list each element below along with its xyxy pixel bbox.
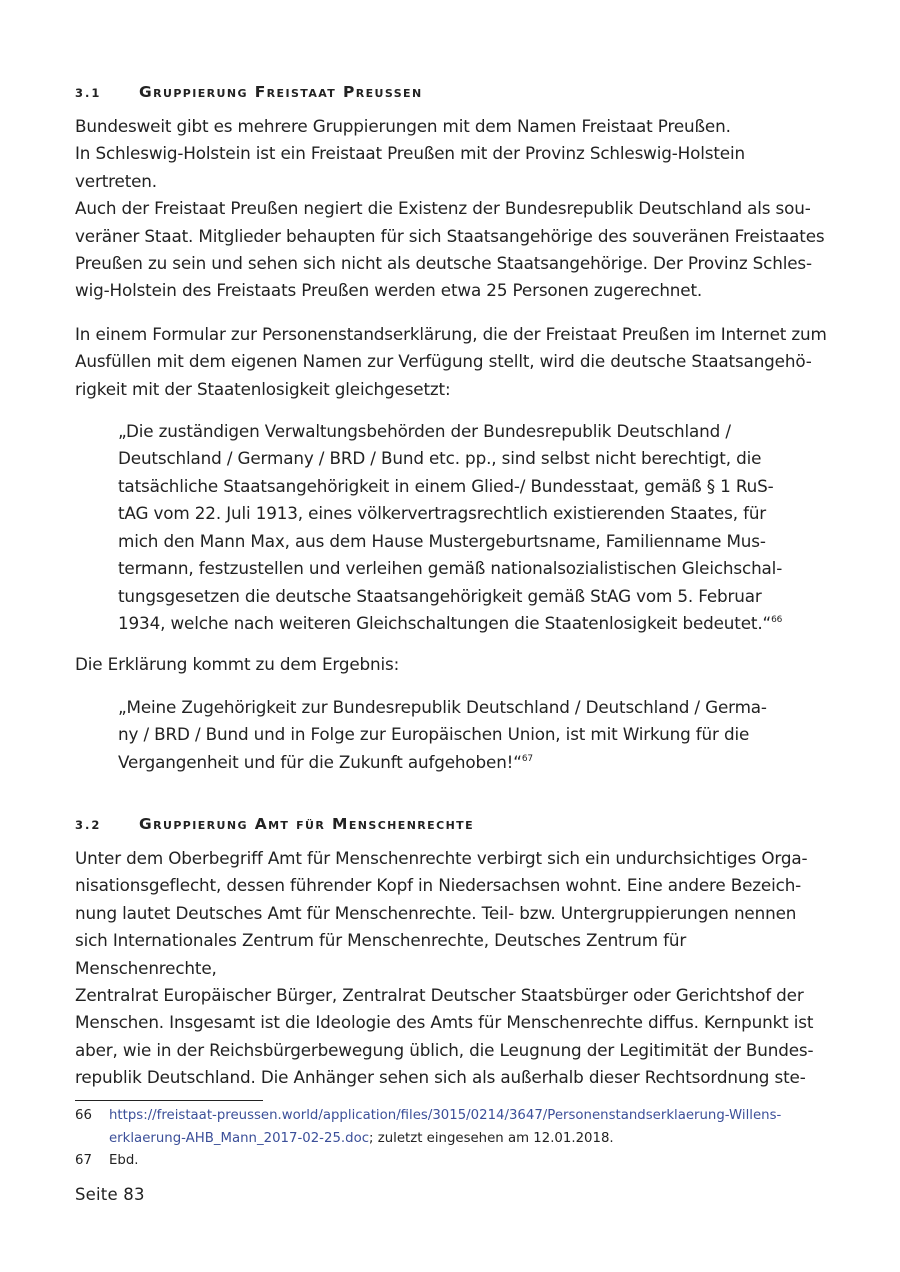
- text-line: Zentralrat Europäischer Bürger, Zentralrat Deutscher Staatsbürger oder Gerichtshof der: [75, 984, 804, 1005]
- text-line: nisationsgeflecht, dessen führender Kopf in Niedersachsen wohnt. Eine andere Bezeich-: [75, 875, 802, 896]
- text-line: aber, wie in der Reichsbürgerbewegung üblich, die Leugnung der Legitimität der Bundes-: [75, 1039, 814, 1060]
- footnote-divider: [75, 1100, 263, 1101]
- text-line: sich Internationales Zentrum für Menschenrechte, Deutsches Zentrum für Menschenrechte,: [75, 930, 687, 978]
- footnote-text: [109, 1105, 835, 1150]
- footnote-67: [75, 1150, 835, 1173]
- page-content: [75, 78, 830, 1092]
- text-line: „Meine Zugehörigkeit zur Bundesrepublik Deutschland / Deutschland / Germa-: [118, 696, 767, 717]
- text-line: wig-Holstein des Freistaats Preußen werden etwa 25 Personen zugerechnet.: [75, 280, 703, 301]
- text-line: „Die zuständigen Verwaltungsbehörden der Bundesrepublik Deutschland /: [118, 421, 731, 442]
- footnote-suffix: ; zuletzt eingesehen am 12.01.2018.: [369, 1130, 614, 1146]
- text-line: tatsächliche Staatsangehörigkeit in einem Glied-/ Bundesstaat, gemäß § 1 RuS-: [118, 475, 774, 496]
- footnote-66: [75, 1105, 835, 1150]
- section-heading-3-1: [75, 78, 830, 107]
- text-line: mich den Mann Max, aus dem Hause Mustergeburtsname, Familienname Mus-: [118, 530, 766, 551]
- section-heading-3-2: [75, 810, 830, 839]
- text-line: Auch der Freistaat Preußen negiert die Existenz der Bundesrepublik Deutschland als sou-: [75, 198, 811, 219]
- section-number: 3.1: [75, 86, 102, 100]
- section-title: Gruppierung Freistaat Preussen: [139, 83, 423, 101]
- text-line: In Schleswig-Holstein ist ein Freistaat Preußen mit der Provinz Schleswig-Holstein vertreten.: [75, 143, 745, 191]
- text-line: Bundesweit gibt es mehrere Gruppierungen mit dem Namen Freistaat Preußen.: [75, 116, 731, 136]
- paragraph: [75, 321, 830, 403]
- text-line: republik Deutschland. Die Anhänger sehen sich als außerhalb dieser Rechtsordnung ste-: [75, 1067, 806, 1088]
- footnote-reference[interactable]: 67: [521, 753, 533, 764]
- footnote-number: 67: [75, 1153, 92, 1168]
- footnote-link[interactable]: https://freistaat-preussen.world/application/files/3015/0214/3647/Personenstandserklaerung-Willens- erklaerung-AHB_Mann_2017-02-25.doc: [109, 1108, 782, 1146]
- text-line: 1934, welche nach weiteren Gleichschaltungen die Staatenlosigkeit bedeutet.“: [118, 612, 772, 633]
- paragraph: [75, 113, 830, 305]
- paragraph: Die Erklärung kommt zu dem Ergebnis:: [75, 654, 400, 675]
- section-title: Gruppierung Amt für Menschenrechte: [139, 814, 474, 833]
- text-line: tAG vom 22. Juli 1913, eines völkervertragsrechtlich existierenden Staates, für: [118, 503, 767, 524]
- text-line: ny / BRD / Bund und in Folge zur Europäischen Union, ist mit Wirkung für die: [118, 724, 750, 745]
- footnote-number: 66: [75, 1108, 92, 1123]
- paragraph: [75, 845, 830, 1092]
- text-line: termann, festzustellen und verleihen gemäß nationalsozialistischen Gleichschal-: [118, 558, 783, 579]
- text-line: Unter dem Oberbegriff Amt für Menschenrechte verbirgt sich ein undurchsichtiges Orga-: [75, 847, 808, 868]
- text-line: Ausfüllen mit dem eigenen Namen zur Verfügung stellt, wird die deutsche Staatsangehö-: [75, 351, 812, 372]
- text-line: veräner Staat. Mitglieder behaupten für sich Staatsangehörige des souveränen Freistaates: [75, 225, 825, 246]
- text-line: Preußen zu sein und sehen sich nicht als deutsche Staatsangehörige. Der Provinz Schles-: [75, 253, 812, 274]
- block-quote: [118, 694, 783, 776]
- section-number: 3.2: [75, 817, 102, 832]
- block-quote: [118, 418, 783, 637]
- text-line: In einem Formular zur Personenstandserklärung, die der Freistaat Preußen im Internet zum: [75, 323, 827, 344]
- text-line: Menschen. Insgesamt ist die Ideologie des Amts für Menschenrechte diffus. Kernpunkt ist: [75, 1012, 814, 1033]
- text-line: rigkeit mit der Staatenlosigkeit gleichgesetzt:: [75, 378, 451, 399]
- text-line: nung lautet Deutsches Amt für Menschenrechte. Teil- bzw. Untergruppierungen nennen: [75, 902, 797, 923]
- footnote-text: Ebd.: [109, 1153, 139, 1168]
- footnotes: [75, 1105, 835, 1173]
- footnote-reference[interactable]: 66: [771, 614, 783, 625]
- text-line: Deutschland / Germany / BRD / Bund etc. pp., sind selbst nicht berechtigt, die: [118, 448, 762, 469]
- text-line: Vergangenheit und für die Zukunft aufgehoben!“: [118, 751, 522, 772]
- text-line: tungsgesetzen die deutsche Staatsangehörigkeit gemäß StAG vom 5. Februar: [118, 585, 762, 606]
- page-number: Seite 83: [75, 1185, 145, 1204]
